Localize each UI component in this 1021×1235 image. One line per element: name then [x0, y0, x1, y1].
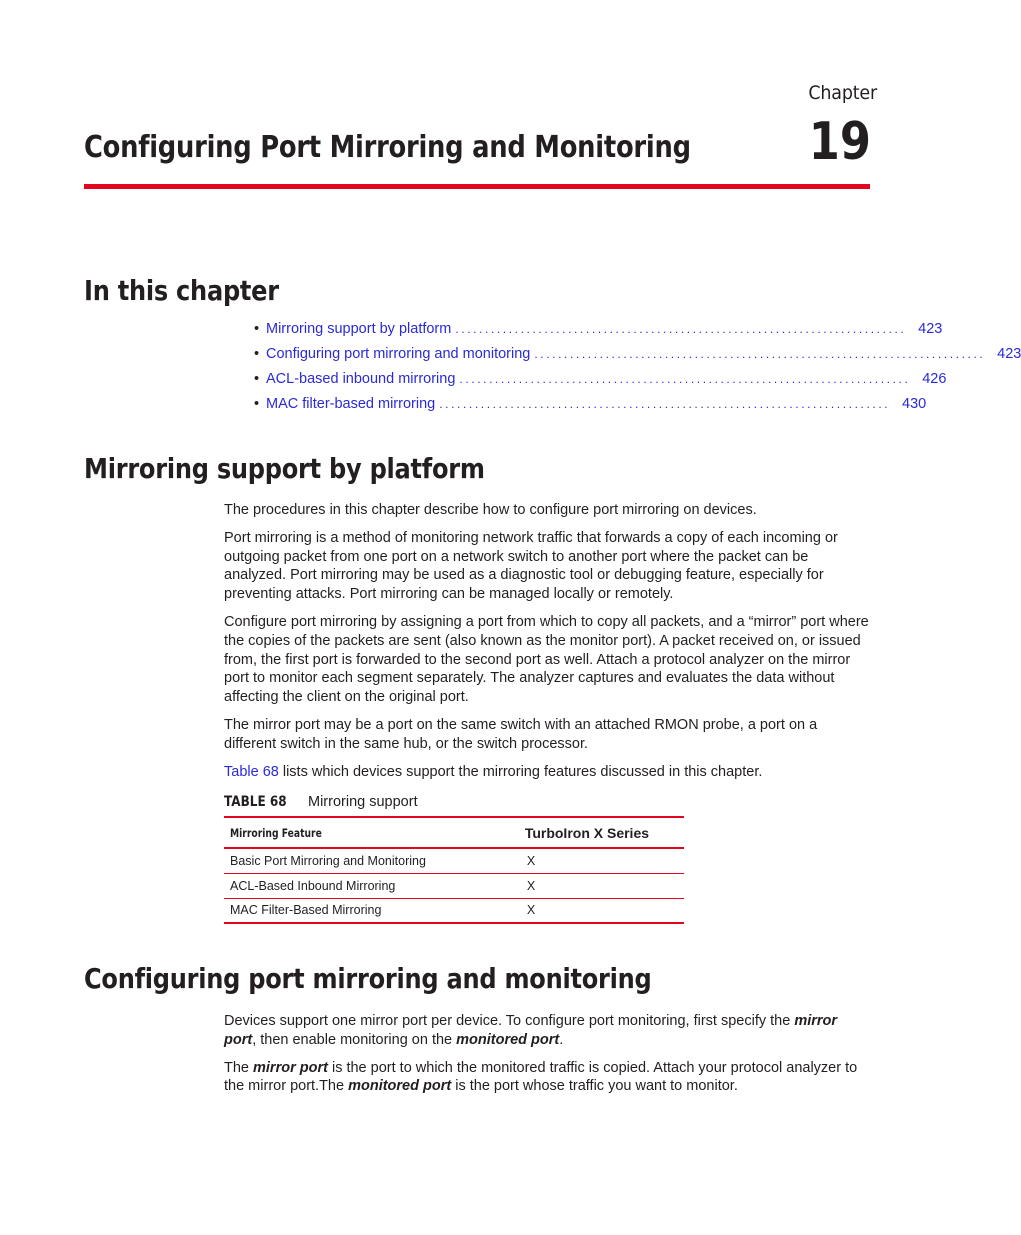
- paragraph: The procedures in this chapter describe how to configure port mirroring on devices.: [224, 502, 757, 518]
- paragraph: [224, 1012, 870, 1050]
- bullet-icon: •: [254, 396, 260, 412]
- table-caption-text: Mirroring support: [308, 794, 418, 810]
- toc-item[interactable]: [254, 396, 927, 421]
- bullet-icon: •: [254, 321, 260, 337]
- paragraph-text: is the port whose traffic you want to monitor.: [451, 1078, 738, 1095]
- mirroring-support-table: [224, 816, 684, 924]
- emphasis: monitored port: [348, 1078, 452, 1095]
- toc-leader-dots: ............................................................................: [534, 347, 986, 361]
- toc-leader-dots: ............................................................................: [455, 322, 907, 336]
- table-row: [224, 873, 684, 898]
- table-caption: [224, 794, 684, 810]
- emphasis: mirror port: [224, 1013, 838, 1048]
- paragraph-text: lists which devices support the mirroring features discussed in this chapter.: [278, 763, 763, 780]
- table-cell: X: [526, 853, 536, 868]
- table-68-link[interactable]: Table 68: [224, 763, 279, 780]
- toc-item[interactable]: [254, 346, 1021, 371]
- mirroring-support-body: [224, 501, 870, 790]
- column-header-feature: Mirroring Feature: [230, 825, 322, 840]
- toc-item-link[interactable]: MAC filter-based mirroring: [266, 396, 436, 412]
- paragraph-text: The: [224, 1059, 254, 1076]
- toc-item-link[interactable]: Mirroring support by platform: [266, 321, 452, 337]
- paragraph: Configure port mirroring by assigning a port from which to copy all packets, and a “mirror” port where the copies of the packets are sent (also known as the monitor port). A packet received on, or issued from, the first port is forwarded to the second port as well. Attach a protocol analyzer on the mirror port to monitor each segment separately. The analyzer captures and evaluates the data without affecting the client on the original port.: [224, 613, 869, 706]
- table-row: [224, 898, 684, 923]
- mirroring-support-heading: Mirroring support by platform: [84, 452, 485, 485]
- configuring-heading: Configuring port mirroring and monitoring: [84, 962, 652, 995]
- table-header-cell: [224, 817, 523, 848]
- paragraph-text: , then enable monitoring on the: [252, 1031, 457, 1048]
- toc-item[interactable]: [254, 321, 943, 346]
- table-cell: X: [526, 903, 536, 918]
- toc-item-link[interactable]: ACL-based inbound mirroring: [266, 371, 456, 387]
- chapter-label: Chapter: [808, 82, 877, 104]
- table-header-row: [224, 817, 684, 848]
- table-cell: Basic Port Mirroring and Monitoring: [230, 853, 426, 868]
- paragraph: [224, 1059, 870, 1097]
- table-caption-label: TABLE 68: [224, 794, 287, 810]
- table-cell: ACL-Based Inbound Mirroring: [230, 878, 396, 893]
- chapter-title-rule: [84, 184, 870, 189]
- table-row: [224, 848, 684, 873]
- configuring-body: [224, 1012, 870, 1105]
- paragraph: The mirror port may be a port on the same switch with an attached RMON probe, a port on a different switch in the same hub, or the switch processor.: [224, 716, 818, 752]
- paragraph: Port mirroring is a method of monitoring network traffic that forwards a copy of each incoming or outgoing packet from one port on a network switch to another port where the packet can be analyzed. Port mirroring may be used as a diagnostic tool or debugging feature, especially for preventing attacks. Port mirroring can be managed locally or remotely.: [224, 529, 838, 603]
- table-cell: MAC Filter-Based Mirroring: [230, 903, 382, 918]
- toc-item-page[interactable]: 426: [922, 371, 947, 387]
- paragraph: [224, 763, 870, 782]
- toc-item-page[interactable]: 423: [918, 321, 943, 337]
- table-cell: X: [526, 878, 536, 893]
- emphasis: monitored port: [456, 1031, 560, 1048]
- paragraph-text: is the port to which the monitored traffic is copied. Attach your protocol analyzer to the mirror port.The: [224, 1059, 858, 1095]
- bullet-icon: •: [254, 346, 260, 362]
- toc-item[interactable]: [254, 371, 947, 396]
- paragraph-text: Devices support one mirror port per device. To configure port monitoring, first specify the: [224, 1013, 795, 1029]
- toc-item-page[interactable]: 423: [997, 346, 1021, 362]
- toc-leader-dots: ............................................................................: [459, 372, 911, 386]
- paragraph-text: .: [559, 1031, 564, 1048]
- emphasis: mirror port: [253, 1059, 328, 1076]
- chapter-title: Configuring Port Mirroring and Monitoring: [84, 130, 691, 165]
- in-this-chapter-heading: In this chapter: [84, 274, 279, 307]
- toc-item-page[interactable]: 430: [902, 396, 927, 412]
- chapter-toc: [254, 321, 1021, 421]
- bullet-icon: •: [254, 371, 260, 387]
- toc-leader-dots: ............................................................................: [439, 397, 891, 411]
- column-header-series: TurboIron X Series: [524, 824, 650, 841]
- toc-item-link[interactable]: Configuring port mirroring and monitoring: [266, 346, 531, 362]
- chapter-number: 19: [808, 112, 871, 172]
